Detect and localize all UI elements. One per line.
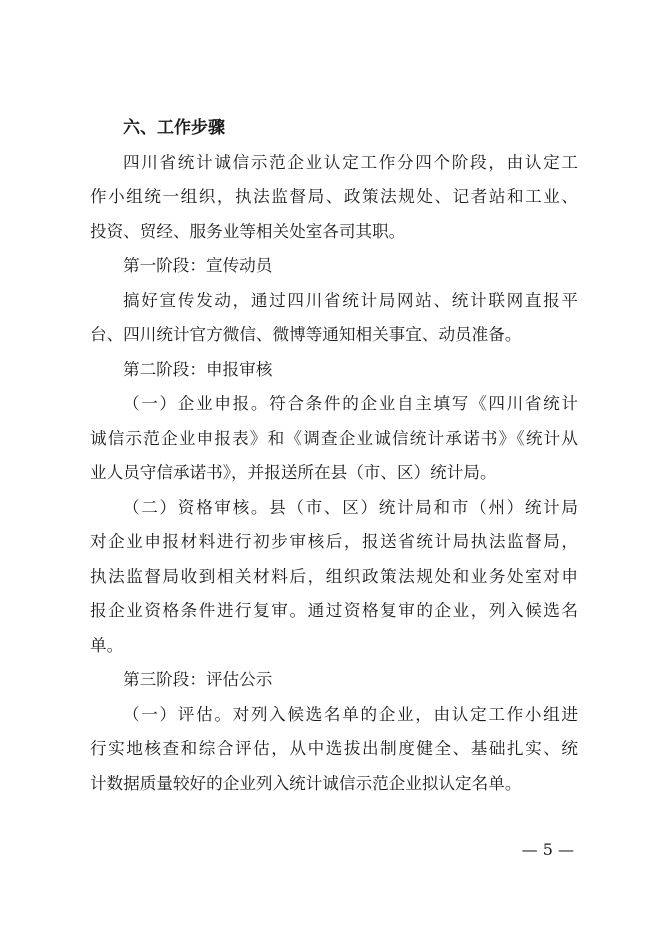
paragraph-line: 计数据质量较好的企业列入统计诚信示范企业拟认定名单。 [90,773,522,793]
paragraph-line: 行实地核查和综合评估，从中选拔出制度健全、基础扎实、统 [90,739,578,758]
page-number: — 5 — [521,840,574,859]
paragraph-line: （一）企业申报。符合条件的企业自主填写《四川省统计 [123,394,578,413]
paragraph-line: 单。 [90,635,124,655]
paragraph-line: 业人员守信承诺书》，并报送所在县（市、区）统计局。 [90,463,497,482]
paragraph-line: 对企业申报材料进行初步审核后，报送省统计局执法监督局， [90,532,578,551]
stage-heading: 第二阶段：申报审核 [123,359,273,379]
paragraph-line: 台、四川统计官方微信、微博等通知相关事宜、动员准备。 [90,325,522,344]
paragraph-line: 搞好宣传发动，通过四川省统计局网站、统计联网直报平 [123,290,578,310]
paragraph-line: 报企业资格条件进行复审。通过资格复审的企业，列入候选名 [90,601,578,620]
stage-heading: 第一阶段：宣传动员 [123,256,273,275]
paragraph-line: 执法监督局收到相关材料后，组织政策法规处和业务处室对申 [90,566,578,586]
section-heading: 六、工作步骤 [123,118,225,138]
paragraph-line: （二）资格审核。县（市、区）统计局和市（州）统计局 [123,497,578,517]
paragraph-line: 投资、贸经、服务业等相关处室各司其职。 [90,221,406,241]
paragraph-line: 四川省统计诚信示范企业认定工作分四个阶段，由认定工 [123,152,578,172]
paragraph-line: 作小组统一组织，执法监督局、政策法规处、记者站和工业、 [90,187,578,206]
stage-heading: 第三阶段：评估公示 [123,670,273,689]
paragraph-line: 诚信示范企业申报表》和《调查企业诚信统计承诺书》《统计从 [90,428,578,448]
document-body [90,111,578,801]
paragraph-line: （一）评估。对列入候选名单的企业，由认定工作小组进 [123,704,578,724]
